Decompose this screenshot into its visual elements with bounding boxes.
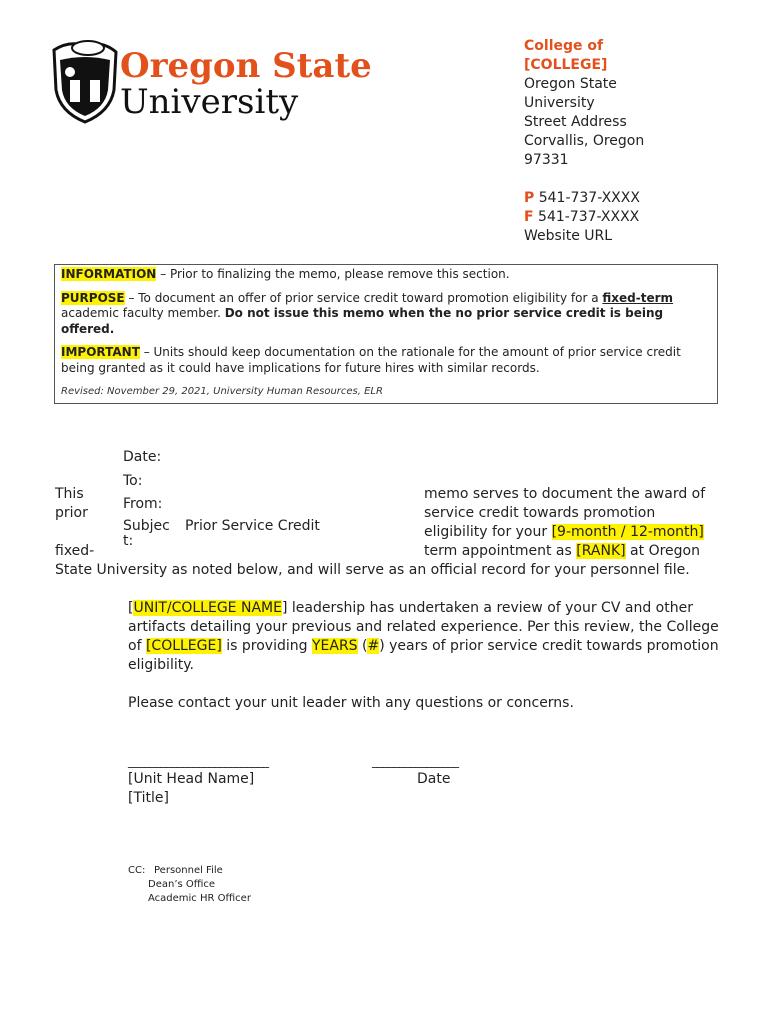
purpose-text2: academic faculty member. bbox=[61, 306, 225, 320]
intro-full-line: State University as noted below, and will serve as an official record for your personnel file. bbox=[55, 562, 690, 578]
text: eligibility for your bbox=[424, 524, 552, 540]
revised-note: Revised: November 29, 2021, University Human Resources, ELR bbox=[61, 386, 383, 397]
unit-head-title: [Title] bbox=[128, 790, 169, 806]
cc-item: Dean’s Office bbox=[148, 879, 216, 890]
text: ] leadership has undertaken a review of your CV and other artifacts detailing your previous and related experience. Per this review, the College of bbox=[128, 600, 719, 654]
phone-row bbox=[524, 189, 644, 208]
intro-left-3: fixed- bbox=[55, 543, 95, 559]
subject-label-2: t: bbox=[123, 533, 134, 549]
address-block bbox=[524, 37, 644, 246]
appointment-placeholder[interactable]: [9-month / 12-month] bbox=[551, 524, 704, 540]
text: at Oregon bbox=[625, 543, 700, 559]
text: [ bbox=[128, 600, 134, 616]
fax-number: 541-737-XXXX bbox=[538, 209, 640, 225]
city-line1: Corvallis, Oregon bbox=[524, 133, 645, 149]
street-address: Street Address bbox=[524, 114, 627, 130]
important-label: IMPORTANT bbox=[61, 345, 140, 359]
college-line1: College of bbox=[524, 38, 604, 54]
purpose-bold: Do not issue this memo when the no prior service credit is being offered. bbox=[61, 306, 664, 336]
intro-left-2: prior bbox=[55, 505, 88, 521]
college-line2: [COLLEGE] bbox=[524, 57, 608, 73]
logo-text-line2: University bbox=[120, 82, 299, 122]
fax-row bbox=[524, 208, 644, 227]
intro-right-2: service credit towards promotion bbox=[424, 505, 656, 521]
text: term appointment as bbox=[424, 543, 577, 559]
years-placeholder[interactable]: YEARS bbox=[311, 638, 358, 654]
text: is providing bbox=[221, 638, 312, 654]
purpose-text: – To document an offer of prior service credit toward promotion eligibility for a bbox=[124, 290, 603, 305]
info-paragraph bbox=[61, 267, 711, 283]
intro-right-3 bbox=[424, 523, 705, 542]
subject-label-1: Subjec bbox=[123, 518, 170, 534]
unit-name-placeholder[interactable]: UNIT/COLLEGE NAME bbox=[133, 600, 282, 616]
fax-label: F bbox=[524, 209, 534, 225]
city-line2: 97331 bbox=[524, 152, 569, 168]
body-paragraph-1 bbox=[128, 599, 728, 675]
intro-right bbox=[424, 485, 705, 561]
signature-line: __________________________ bbox=[128, 754, 269, 768]
info-text: – Prior to finalizing the memo, please remove this section. bbox=[156, 267, 510, 281]
intro-left-1: This bbox=[55, 486, 84, 502]
rank-placeholder[interactable]: [RANK] bbox=[576, 543, 626, 559]
logo-text-line1: Oregon State bbox=[120, 46, 372, 86]
important-paragraph bbox=[61, 345, 711, 376]
information-box bbox=[54, 264, 718, 404]
university-logo bbox=[50, 36, 372, 126]
cc-label: CC: bbox=[128, 865, 146, 876]
info-label: INFORMATION bbox=[61, 267, 157, 281]
intro-right-1: memo serves to document the award of bbox=[424, 486, 706, 502]
intro-right-4 bbox=[424, 542, 705, 561]
from-label: From: bbox=[123, 496, 163, 512]
text: ) years of prior service credit towards promotion eligibility. bbox=[128, 638, 719, 673]
purpose-label: PURPOSE bbox=[61, 290, 125, 305]
college-placeholder[interactable]: [COLLEGE] bbox=[145, 638, 222, 654]
to-label: To: bbox=[123, 473, 143, 489]
text: ( bbox=[357, 638, 368, 654]
cc-item: Academic HR Officer bbox=[148, 893, 251, 904]
number-placeholder[interactable]: # bbox=[367, 638, 380, 654]
website: Website URL bbox=[524, 228, 613, 244]
body-paragraph-2: Please contact your unit leader with any questions or concerns. bbox=[128, 695, 574, 711]
unit-head-name: [Unit Head Name] bbox=[128, 771, 255, 787]
date-line: ________________ bbox=[372, 754, 459, 768]
phone-number: 541-737-XXXX bbox=[538, 190, 640, 206]
date-label: Date: bbox=[123, 449, 162, 465]
phone-label: P bbox=[524, 190, 535, 206]
org-line2: University bbox=[524, 95, 595, 111]
org-line1: Oregon State bbox=[524, 76, 617, 92]
beaver-crest-icon bbox=[50, 36, 120, 126]
subject-value: Prior Service Credit bbox=[185, 518, 320, 534]
cc-item: Personnel File bbox=[154, 865, 223, 876]
important-text: – Units should keep documentation on the rationale for the amount of prior service credit being granted as it could have implications for future hires with similar records. bbox=[61, 345, 681, 375]
purpose-emphasis: fixed-term bbox=[602, 290, 674, 305]
purpose-paragraph bbox=[61, 291, 711, 338]
signature-date-label: Date bbox=[417, 771, 451, 787]
